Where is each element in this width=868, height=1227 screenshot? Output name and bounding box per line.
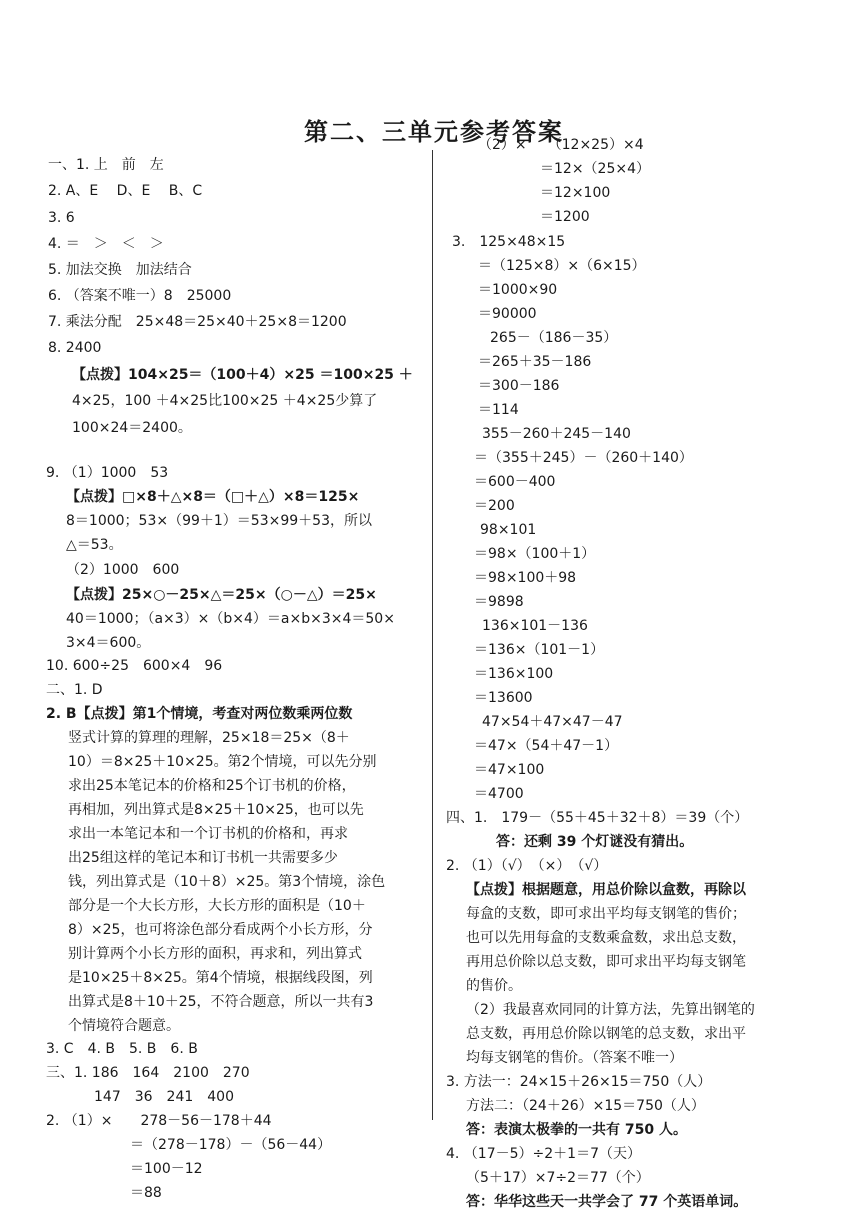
left-answer-line: 求出25本笔记本的价格和25个订书机的价格， xyxy=(68,778,356,794)
left-answer-line: （2）1000 600 xyxy=(66,562,180,578)
right-answer-line: ＝265＋35－186 xyxy=(478,354,592,370)
left-answer-line: 【点拨】□×8＋△×8＝（□＋△）×8＝125× xyxy=(66,489,360,505)
left-answer-line: 一、1. 上 前 左 xyxy=(48,157,164,173)
left-answer-line: 10. 600÷25 600×4 96 xyxy=(46,658,223,674)
right-answer-line: 4. （17－5）÷2＋1＝7（天） xyxy=(446,1146,641,1162)
left-answer-line: 3×4＝600。 xyxy=(66,635,151,651)
right-answer-line: ＝136×（101－1） xyxy=(474,642,605,658)
right-answer-line: 每盒的支数，即可求出平均每支钢笔的售价； xyxy=(466,906,746,922)
left-answer-line: 8. 2400 xyxy=(48,340,102,356)
left-answer-line: 钱，列出算式是（10＋8）×25。第3个情境，涂色 xyxy=(68,874,386,890)
left-answer-line: 求出一本笔记本和一个订书机的价格和，再求 xyxy=(68,826,348,842)
right-answer-line: ＝300－186 xyxy=(478,378,560,394)
left-answer-line: 6. （答案不唯一）8 25000 xyxy=(48,288,232,304)
left-answer-line: 【点拨】25×○－25×△＝25×（○－△）＝25× xyxy=(66,587,377,603)
left-answer-line: 2. B【点拨】第1个情境，考查对两位数乘两位数 xyxy=(46,706,353,722)
right-answer-line: ＝1000×90 xyxy=(478,282,558,298)
right-answer-line: ＝13600 xyxy=(474,690,533,706)
right-answer-line: ＝4700 xyxy=(474,786,524,802)
right-answer-line: ＝12×（25×4） xyxy=(540,161,650,177)
right-answer-line: ＝9898 xyxy=(474,594,524,610)
right-answer-line: 3. 方法一：24×15＋26×15＝750（人） xyxy=(446,1074,712,1090)
left-answer-line: 8＝1000；53×（99＋1）＝53×99＋53，所以 xyxy=(66,513,372,529)
right-answer-line: 方法二：（24＋26）×15＝750（人） xyxy=(466,1098,705,1114)
right-answer-line: 答：表演太极拳的一共有 750 人。 xyxy=(466,1122,687,1138)
right-answer-line: 的售价。 xyxy=(466,978,522,994)
right-answer-line: 【点拨】根据题意，用总价除以盒数，再除以 xyxy=(466,882,746,898)
left-answer-line: 是10×25＋8×25。第4个情境，根据线段图，列 xyxy=(68,970,373,986)
left-answer-line: 8）×25，也可将涂色部分看成两个小长方形，分 xyxy=(68,922,373,938)
left-answer-line: 147 36 241 400 xyxy=(94,1089,234,1105)
left-answer-line: ＝100－12 xyxy=(130,1161,203,1177)
left-answer-line: 三、1. 186 164 2100 270 xyxy=(46,1065,250,1081)
left-answer-line: 再相加，列出算式是8×25＋10×25，也可以先 xyxy=(68,802,364,818)
right-answer-line: 355－260＋245－140 xyxy=(482,426,631,442)
right-answer-line: 136×101－136 xyxy=(482,618,588,634)
right-answer-line: （5＋17）×7÷2＝77（个） xyxy=(466,1170,650,1186)
left-answer-line: 个情境符合题意。 xyxy=(68,1018,180,1034)
left-answer-line: 40＝1000；（a×3）×（b×4）＝a×b×3×4＝50× xyxy=(66,611,395,627)
left-answer-line: 二、1. D xyxy=(46,682,103,698)
left-answer-line: ＝88 xyxy=(130,1185,162,1201)
right-answer-line: ＝（355＋245）－（260＋140） xyxy=(474,450,693,466)
left-answer-line: 5. 加法交换 加法结合 xyxy=(48,262,192,278)
left-answer-line: 2. A、E D、E B、C xyxy=(48,183,203,199)
right-answer-line: ＝600－400 xyxy=(474,474,556,490)
right-answer-line: 答：还剩 39 个灯谜没有猜出。 xyxy=(496,834,694,850)
right-answer-line: 答：华华这些天一共学会了 77 个英语单词。 xyxy=(466,1194,748,1210)
page-title: 第二、三单元参考答案 xyxy=(304,117,564,146)
right-answer-line: ＝47×100 xyxy=(474,762,545,778)
right-answer-line: 也可以先用每盒的支数乘盒数，求出总支数， xyxy=(466,930,746,946)
right-answer-line: ＝98×（100＋1） xyxy=(474,546,596,562)
right-answer-line: 3. 125×48×15 xyxy=(452,234,566,250)
right-answer-line: 2. （1）（√） （×） （√） xyxy=(446,858,608,874)
right-answer-line: 总支数，再用总价除以钢笔的总支数，求出平 xyxy=(466,1026,746,1042)
left-answer-line: 4×25，100 ＋4×25比100×25 ＋4×25少算了 xyxy=(72,393,378,409)
right-answer-line: （2）我最喜欢同同的计算方法，先算出钢笔的 xyxy=(466,1002,755,1018)
left-answer-line: 10）＝8×25＋10×25。第2个情境，可以先分别 xyxy=(68,754,377,770)
left-answer-line: 3. 6 xyxy=(48,210,75,226)
left-answer-line: 出算式是8＋10＋25，不符合题意，所以一共有3 xyxy=(68,994,374,1010)
left-answer-line: 4. ＝ ＞ ＜ ＞ xyxy=(48,236,164,252)
right-answer-line: ＝90000 xyxy=(478,306,537,322)
left-answer-line: 7. 乘法分配 25×48＝25×40＋25×8＝1200 xyxy=(48,314,347,330)
left-answer-line: 3. C 4. B 5. B 6. B xyxy=(46,1041,198,1057)
left-answer-line: 9. （1）1000 53 xyxy=(46,465,169,481)
right-answer-line: （2）× （12×25）×4 xyxy=(478,137,644,153)
right-answer-line: ＝200 xyxy=(474,498,515,514)
left-answer-line: 100×24＝2400。 xyxy=(72,420,192,436)
left-answer-line: 别计算两个小长方形的面积，再求和，列出算式 xyxy=(68,946,362,962)
right-answer-line: 265－（186－35） xyxy=(490,330,618,346)
left-answer-line: △＝53。 xyxy=(66,537,123,553)
right-answer-line: ＝1200 xyxy=(540,209,590,225)
column-divider xyxy=(432,150,433,1120)
left-answer-line: 出25组这样的笔记本和订书机一共需要多少 xyxy=(68,850,338,866)
right-answer-line: ＝98×100＋98 xyxy=(474,570,577,586)
right-answer-line: ＝（125×8）×（6×15） xyxy=(478,258,646,274)
right-answer-line: 均每支钢笔的售价。（答案不唯一） xyxy=(466,1050,683,1066)
right-answer-line: 四、1. 179－（55＋45＋32＋8）＝39（个） xyxy=(446,810,749,826)
left-answer-line: 部分是一个大长方形，大长方形的面积是（10＋ xyxy=(68,898,366,914)
right-answer-line: ＝136×100 xyxy=(474,666,554,682)
right-answer-line: 47×54＋47×47－47 xyxy=(482,714,623,730)
left-answer-line: 【点拨】104×25＝（100＋4）×25 ＝100×25 ＋ xyxy=(72,367,413,383)
right-answer-line: 98×101 xyxy=(480,522,537,538)
left-answer-line: ＝（278－178）－（56－44） xyxy=(130,1137,332,1153)
right-answer-line: ＝47×（54＋47－1） xyxy=(474,738,619,754)
right-answer-line: ＝114 xyxy=(478,402,519,418)
left-answer-line: 竖式计算的算理的理解，25×18＝25×（8＋ xyxy=(68,730,350,746)
left-answer-line: 2. （1）× 278－56－178＋44 xyxy=(46,1113,272,1129)
right-answer-line: 再用总价除以总支数，即可求出平均每支钢笔 xyxy=(466,954,746,970)
right-answer-line: ＝12×100 xyxy=(540,185,611,201)
